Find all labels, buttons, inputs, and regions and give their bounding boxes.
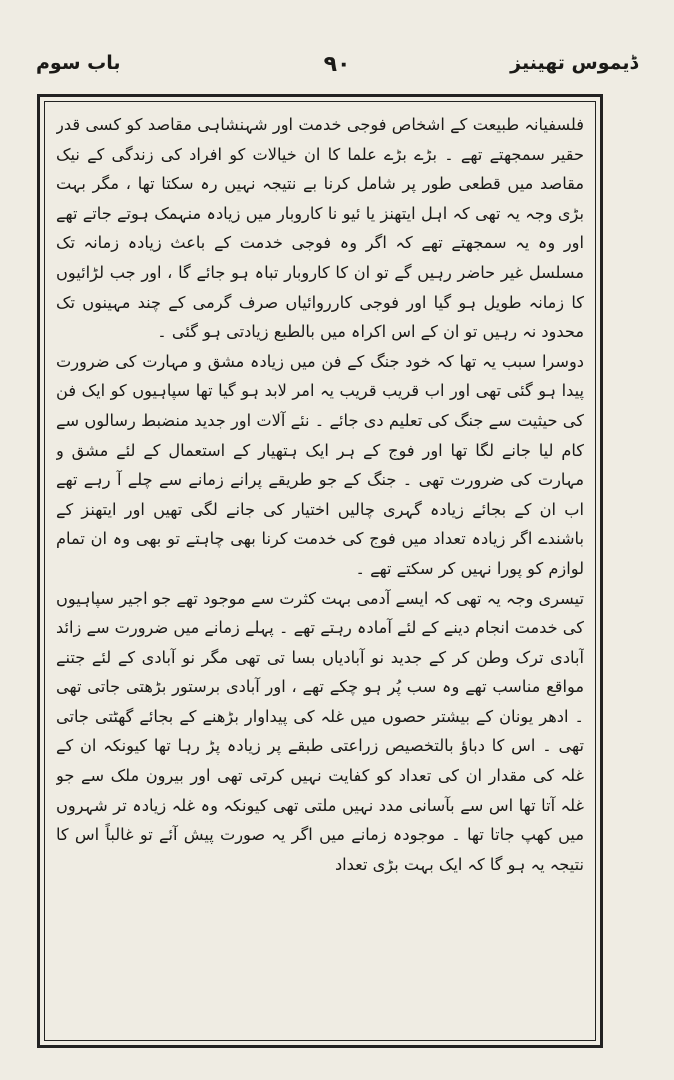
chapter-label: باب سوم bbox=[36, 52, 121, 74]
paragraph-1: فلسفیانہ طبیعت کے اشخاص فوجی خدمت اور شہنشاہی مقاصد کو کسی قدر حقیر سمجھتے تھے ۔ بڑے بڑے علما کا ان خیالات کو افراد کی زندگی کے نیک مقاصد میں قطعی طور پر شامل کرنا بے نتیجہ نہیں رہ سکتا تھا ، مگر بہت بڑی وجہ یہ تھی کہ اہل ایتھنز یا ئیو نا کاروبار میں زیادہ منہمک ہوتے جاتے تھے اور وہ یہ سمجھتے تھے کہ اگر وہ فوجی خدمت کے باعث زیادہ زمانہ تک مسلسل غیر حاضر رہیں گے تو ان کا کاروبار تباہ ہو جائے گا ، اور جب لڑائیوں کا زمانہ طویل ہو گیا اور فوجی کارروائیاں صرف گرمی کے چند مہینوں تک محدود نہ رہیں تو ان کے اس اکراہ میں بالطبع زیادتی ہو گئی ۔ bbox=[56, 115, 584, 342]
body-text bbox=[56, 110, 584, 1030]
paragraph-3: تیسری وجہ یہ تھی کہ ایسے آدمی بہت کثرت سے موجود تھے جو اجیر سپاہیوں کی خدمت انجام دینے کے لئے آمادہ رہتے تھے ۔ پہلے زمانے میں ضرورت سے زائد آبادی ترک وطن کر کے جدید نو آبادیاں بسا تی تھی مگر نو آبادی کے لئے جتنے مواقع مناسب تھے وہ سب پُر ہو چکے تھے ، اور آبادی برستور بڑھتی جاتی تھی ۔ ادھر یونان کے بیشتر حصوں میں غلہ کی پیداوار بڑھنے کے بجائے گھٹتی جاتی تھی ۔ اس کا دباؤ بالتخصیص زراعتی طبقے پر زیادہ پڑ رہا تھا کیونکہ ان کے غلہ کی مقدار ان کی تعداد کو کفایت نہیں کرتی تھی اور بیرون ملک سے جو غلہ آتا تھا اس سے بآسانی مدد نہیں ملتی تھی کیونکہ وہ غلہ زیادہ تر شہروں میں کھپ جاتا تھا ۔ موجودہ زمانے میں اگر یہ صورت پیش آئے تو غالباً اس کا نتیجہ یہ ہو گا کہ ایک بہت بڑی تعداد bbox=[56, 588, 584, 874]
page-number: ۹۰ bbox=[323, 52, 351, 77]
paragraph-2: دوسرا سبب یہ تھا کہ خود جنگ کے فن میں زیادہ مشق و مہارت کی ضرورت پیدا ہو گئی تھی اور اب قریب قریب یہ امر لابد ہو گیا تھا سپاہیوں کو ایک فن کی حیثیت سے جنگ کی تعلیم دی جائے ۔ نئے آلات اور جدید منضبط رسالوں سے کام لیا جانے لگا تھا اور فوج کے ہر ایک ہتھیار کے استعمال کے لئے مشق و مہارت کی ضرورت تھی ۔ جنگ کے جو طریقے پرانے زمانے سے چلے آ رہے تھے اب ان کے بجائے زیادہ گہری چالیں اختیار کی جانے لگی تھیں اور ایتھنز کے باشندے اگر زیادہ تعداد میں فوج کی خدمت کرنا بھی چاہتے تو بھی وہ ان تمام لوازم کو پورا نہیں کر سکتے تھے ۔ bbox=[56, 351, 584, 578]
page-header bbox=[28, 52, 646, 86]
running-title: ڈیموس تھینیز bbox=[510, 52, 638, 74]
